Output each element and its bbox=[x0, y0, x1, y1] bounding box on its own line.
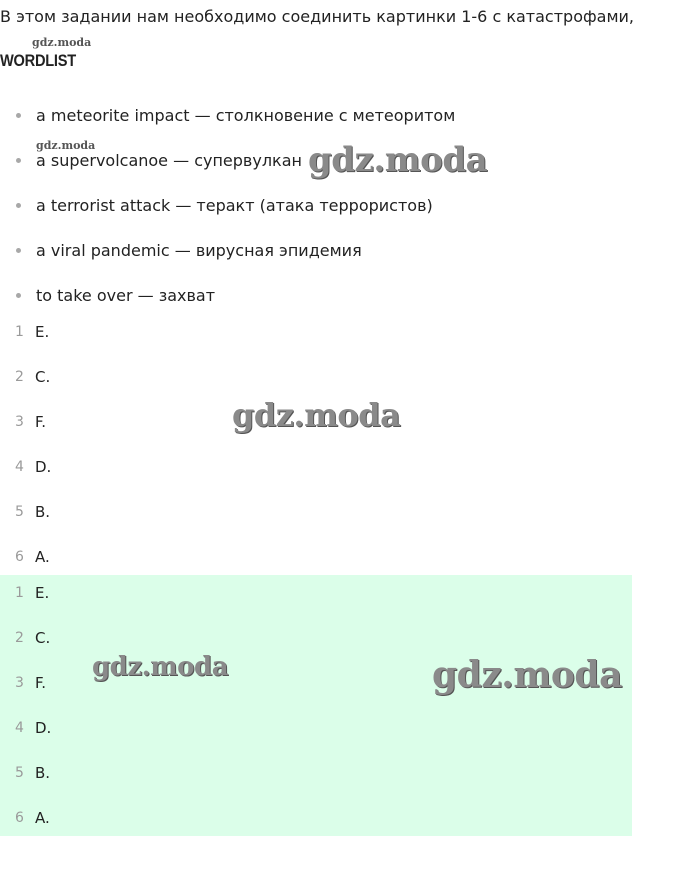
answer-row bbox=[0, 366, 630, 388]
wordlist-item-text: a terrorist attack — теракт (атака террористов) bbox=[36, 196, 433, 215]
answer-letter: C. bbox=[35, 629, 51, 647]
bullet-icon bbox=[16, 203, 21, 208]
answer-row bbox=[0, 762, 630, 784]
bullet-icon bbox=[16, 293, 21, 298]
answer-number: 5 bbox=[15, 504, 24, 520]
answer-row bbox=[0, 501, 630, 523]
answer-letter: E. bbox=[35, 323, 50, 341]
answer-letter: F. bbox=[35, 413, 46, 431]
wordlist-item bbox=[0, 240, 640, 262]
bullet-icon bbox=[16, 158, 21, 163]
answer-row bbox=[0, 807, 630, 829]
answer-letter: F. bbox=[35, 674, 46, 692]
intro-text: В этом задании нам необходимо соединить картинки 1-6 с катастрофами, bbox=[0, 7, 635, 26]
bullet-icon bbox=[16, 113, 21, 118]
answer-letter: E. bbox=[35, 584, 50, 602]
answer-row bbox=[0, 627, 630, 649]
answer-letter: C. bbox=[35, 368, 51, 386]
answer-number: 4 bbox=[15, 459, 24, 475]
wordlist-item bbox=[0, 195, 640, 217]
watermark: gdz.moda bbox=[92, 652, 229, 682]
watermark: gdz.moda bbox=[308, 140, 488, 180]
wordlist-item-text: a supervolcanoe — супервулкан bbox=[36, 151, 302, 170]
watermark-small: gdz.moda bbox=[36, 139, 96, 152]
wordlist-item bbox=[0, 285, 640, 307]
answer-number: 1 bbox=[15, 324, 24, 340]
answer-number: 2 bbox=[15, 369, 24, 385]
answer-row bbox=[0, 321, 630, 343]
answer-letter: B. bbox=[35, 503, 51, 521]
wordlist-heading: WORDLIST bbox=[0, 51, 76, 70]
bullet-icon bbox=[16, 248, 21, 253]
answer-row bbox=[0, 546, 630, 568]
answer-number: 4 bbox=[15, 720, 24, 736]
watermark: gdz.moda bbox=[432, 654, 622, 696]
watermark: gdz.moda bbox=[232, 396, 401, 434]
answer-number: 6 bbox=[15, 810, 24, 826]
answer-letter: A. bbox=[35, 809, 50, 827]
answer-row bbox=[0, 582, 630, 604]
answer-number: 2 bbox=[15, 630, 24, 646]
answer-letter: B. bbox=[35, 764, 51, 782]
answer-number: 3 bbox=[15, 675, 24, 691]
answer-letter: D. bbox=[35, 458, 52, 476]
answer-number: 3 bbox=[15, 414, 24, 430]
answer-number: 1 bbox=[15, 585, 24, 601]
wordlist-item-text: a meteorite impact — столкновение с метеоритом bbox=[36, 106, 456, 125]
highlighted-answer-block bbox=[0, 575, 632, 836]
answer-number: 5 bbox=[15, 765, 24, 781]
wordlist-item-text: to take over — захват bbox=[36, 286, 216, 305]
answer-letter: A. bbox=[35, 548, 50, 566]
answer-letter: D. bbox=[35, 719, 52, 737]
wordlist-item-text: a viral pandemic — вирусная эпидемия bbox=[36, 241, 362, 260]
answer-number: 6 bbox=[15, 549, 24, 565]
wordlist-item bbox=[0, 105, 640, 127]
answer-row bbox=[0, 717, 630, 739]
answer-row bbox=[0, 456, 630, 478]
watermark-small: gdz.moda bbox=[32, 36, 92, 49]
